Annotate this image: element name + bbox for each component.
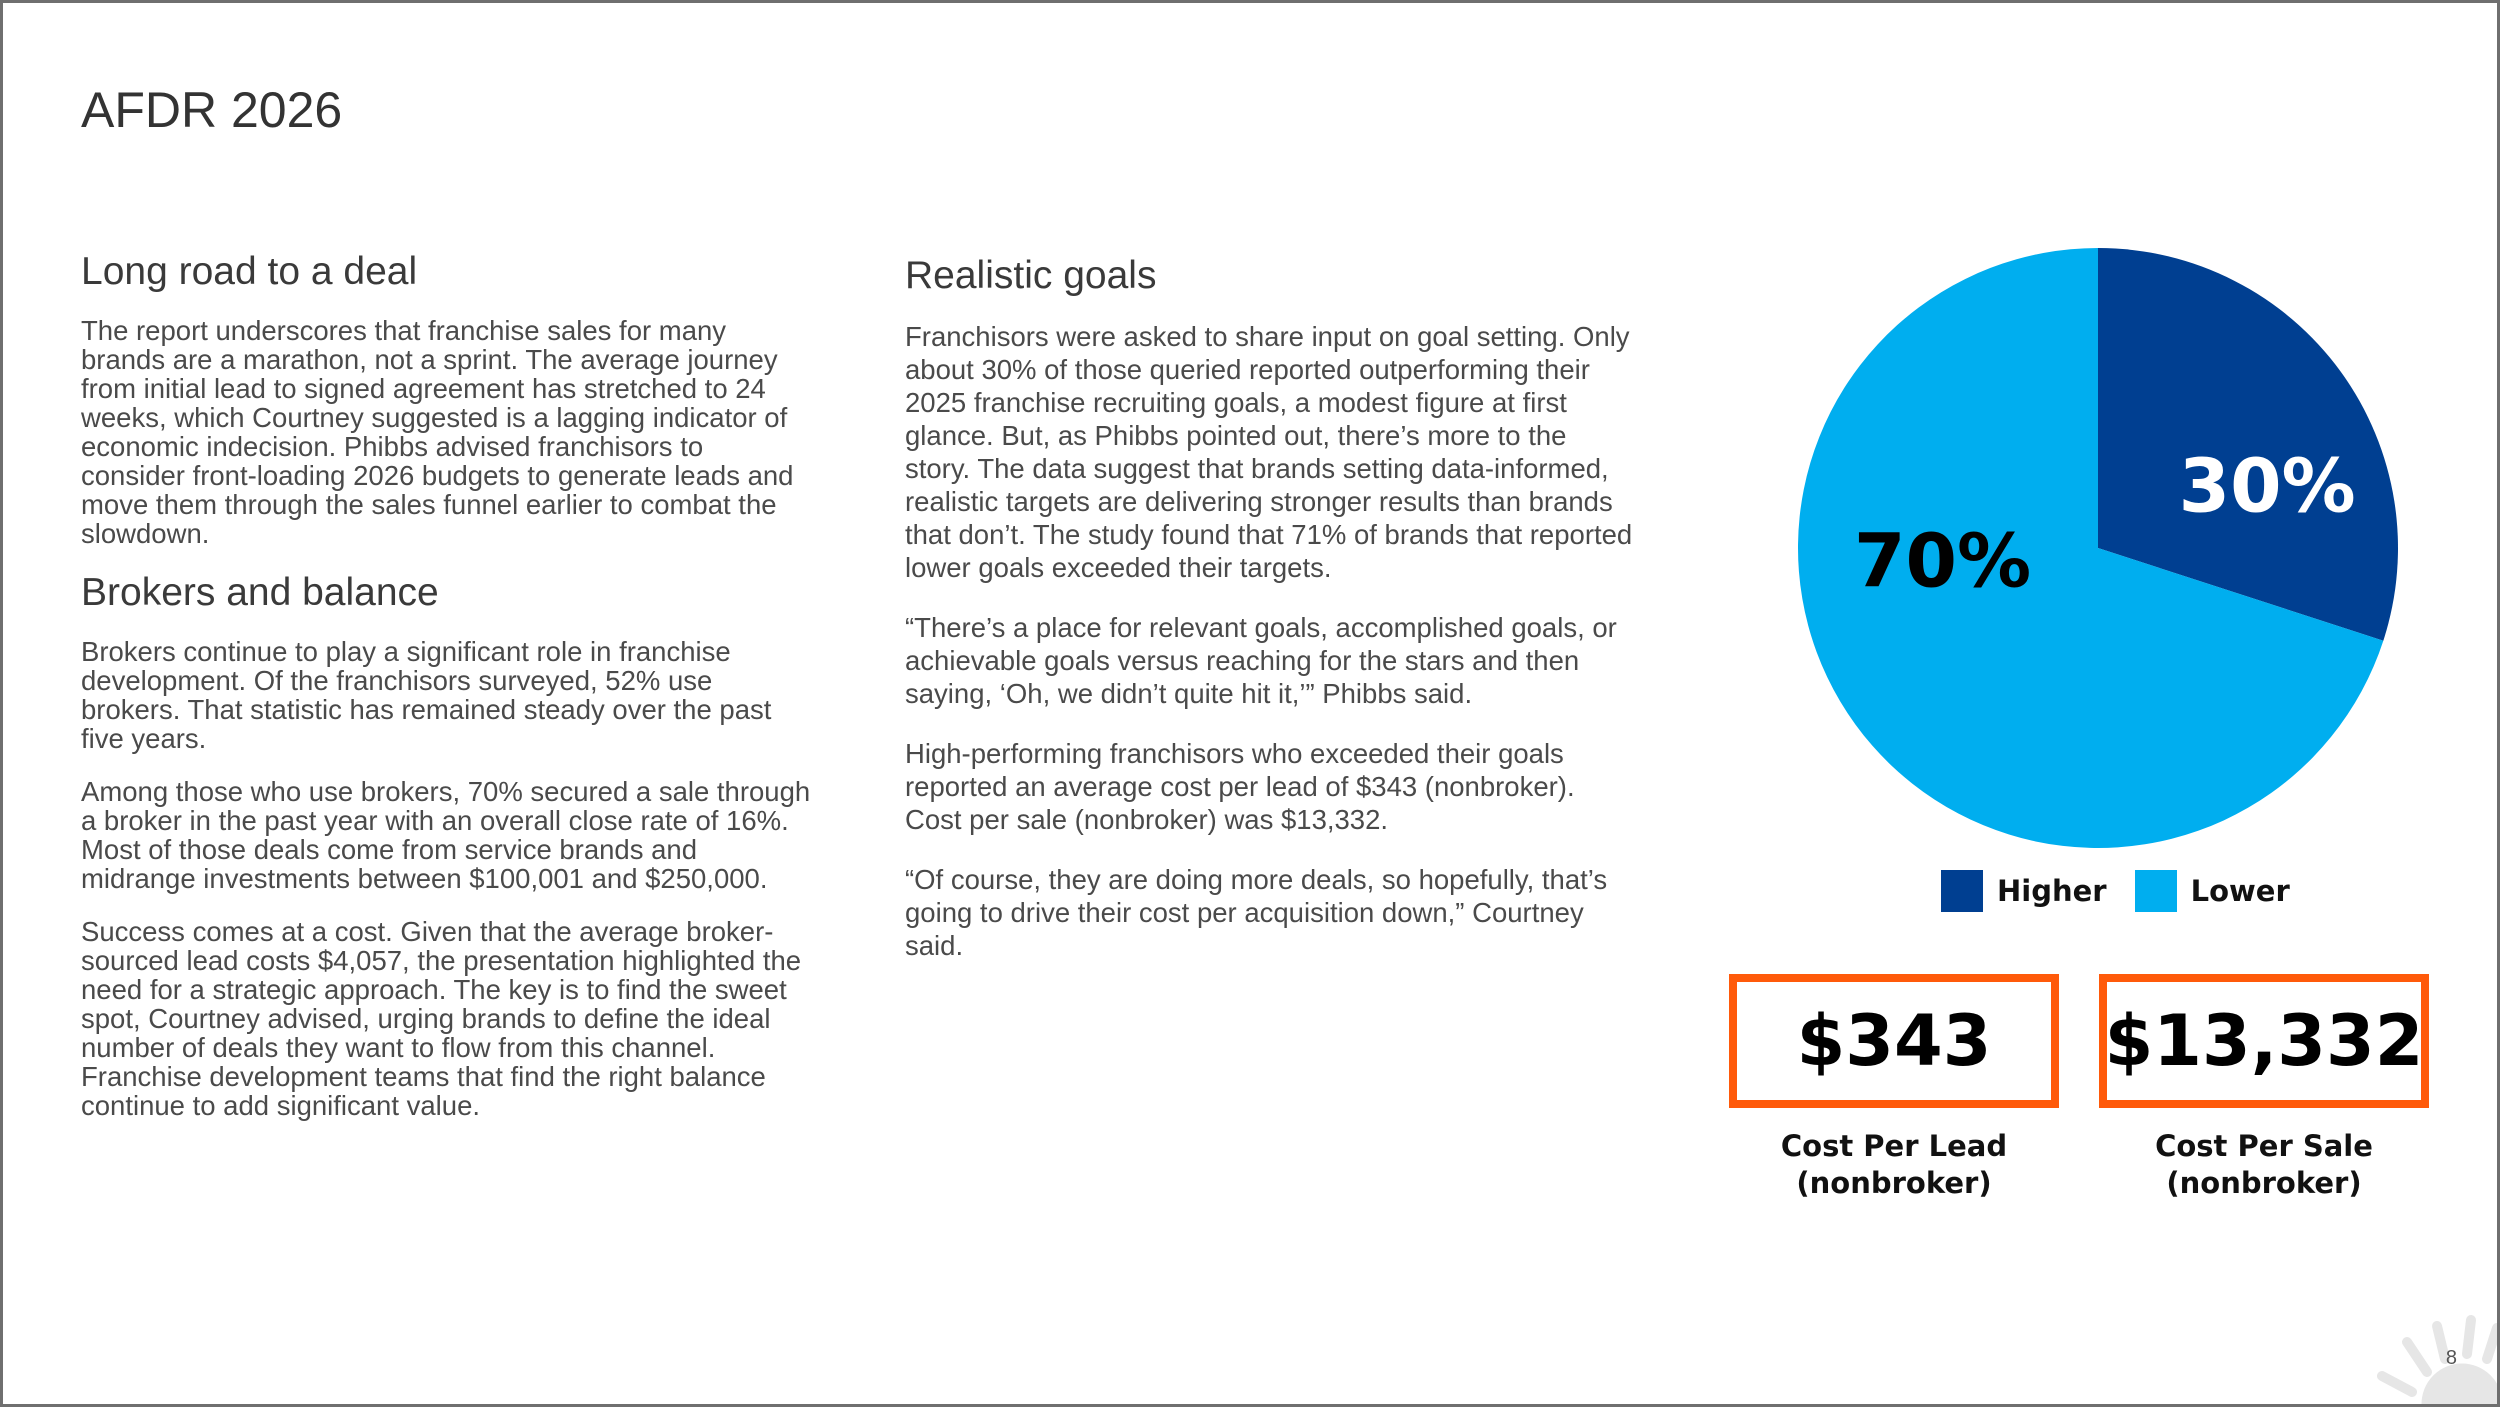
cost-per-lead-box: $343 [1729, 974, 2059, 1108]
cost-per-sale-caption-line-2: (nonbroker) [2166, 1166, 2362, 1200]
paragraph-goals-2: “There’s a place for relevant goals, accomplished goals, or achievable goals versus reaching for the stars and then saying, ‘Oh, we didn’t quite hit it,’” Phibbs said. [905, 611, 1617, 709]
section-heading-realistic-goals: Realistic goals [905, 254, 1157, 297]
cost-per-sale-caption [2099, 1128, 2429, 1202]
pie-label-higher: 30% [2178, 443, 2356, 530]
cost-per-lead-caption-line-2: (nonbroker) [1796, 1166, 1992, 1200]
middle-column [905, 255, 1635, 989]
cost-per-lead-caption [1729, 1128, 2059, 1202]
legend-item-lower [2135, 870, 2290, 912]
paragraph-goals-3: High-performing franchisors who exceeded their goals reported an average cost per lead of $343 (nonbroker). Cost per sale (nonbroker) was $13,332. [905, 737, 1575, 835]
section-heading-brokers: Brokers and balance [81, 570, 439, 614]
paragraph-brokers-1: Brokers continue to play a significant role in franchise development. Of the franchisors surveyed, 52% use brokers. That statistic has remained steady over the past five years. [81, 635, 772, 754]
legend-label-higher: Higher [1997, 874, 2107, 908]
left-column [81, 251, 811, 1144]
paragraph-long-road: The report underscores that franchise sales for many brands are a marathon, not a sprint. The average journey from initial lead to signed agreement has stretched to 24 weeks, which Courtney suggested is a lagging indicator of economic indecision. Phibbs advised franchisors to consider front-loading 2026 budgets to generate leads and move them through the sales funnel earlier to combat the slowdown. [81, 314, 794, 549]
legend-label-lower: Lower [2190, 874, 2290, 908]
paragraph-brokers-3: Success comes at a cost. Given that the average broker-sourced lead costs $4,057, the presentation highlighted the need for a strategic approach. The key is to find the sweet spot, Courtney advised, urging brands to define the ideal number of deals they want to flow from this channel. Franchise development teams that find the right balance continue to add significant value. [81, 915, 802, 1121]
legend-swatch-lower [2135, 870, 2177, 912]
legend-swatch-higher [1941, 870, 1983, 912]
legend-item-higher [1941, 870, 2107, 912]
cost-per-lead-caption-line-1: Cost Per Lead [1780, 1129, 2008, 1163]
paragraph-brokers-2: Among those who use brokers, 70% secured a sale through a broker in the past year with an overall close rate of 16%. Most of those deals come from service brands and midrange investments between $100,001 and $250,000. [81, 775, 811, 894]
page-title: AFDR 2026 [81, 82, 343, 138]
cost-per-sale-caption-line-1: Cost Per Sale [2155, 1129, 2373, 1163]
pie-chart-svg [1793, 243, 2403, 853]
paragraph-goals-4: “Of course, they are doing more deals, so hopefully, that’s going to drive their cost per acquisition down,” Courtney said. [905, 863, 1608, 961]
cost-per-sale-box: $13,332 [2099, 974, 2429, 1108]
pie-label-lower: 70% [1854, 518, 2032, 605]
pie-chart [1793, 243, 2403, 853]
section-heading-long-road: Long road to a deal [81, 250, 418, 293]
page-number: 8 [2445, 1347, 2457, 1369]
brand-logo-icon [2367, 1254, 2497, 1404]
chart-legend [1941, 869, 2318, 913]
paragraph-goals-1: Franchisors were asked to share input on goal setting. Only about 30% of those queried reported outperforming their 2025 franchise recruiting goals, a modest figure at first glance. But, as Phibbs pointed out, there’s more to the story. The data suggest that brands setting data-informed, realistic targets are delivering stronger results than brands that don’t. The study found that 71% of brands that reported lower goals exceeded their targets. [905, 320, 1633, 583]
